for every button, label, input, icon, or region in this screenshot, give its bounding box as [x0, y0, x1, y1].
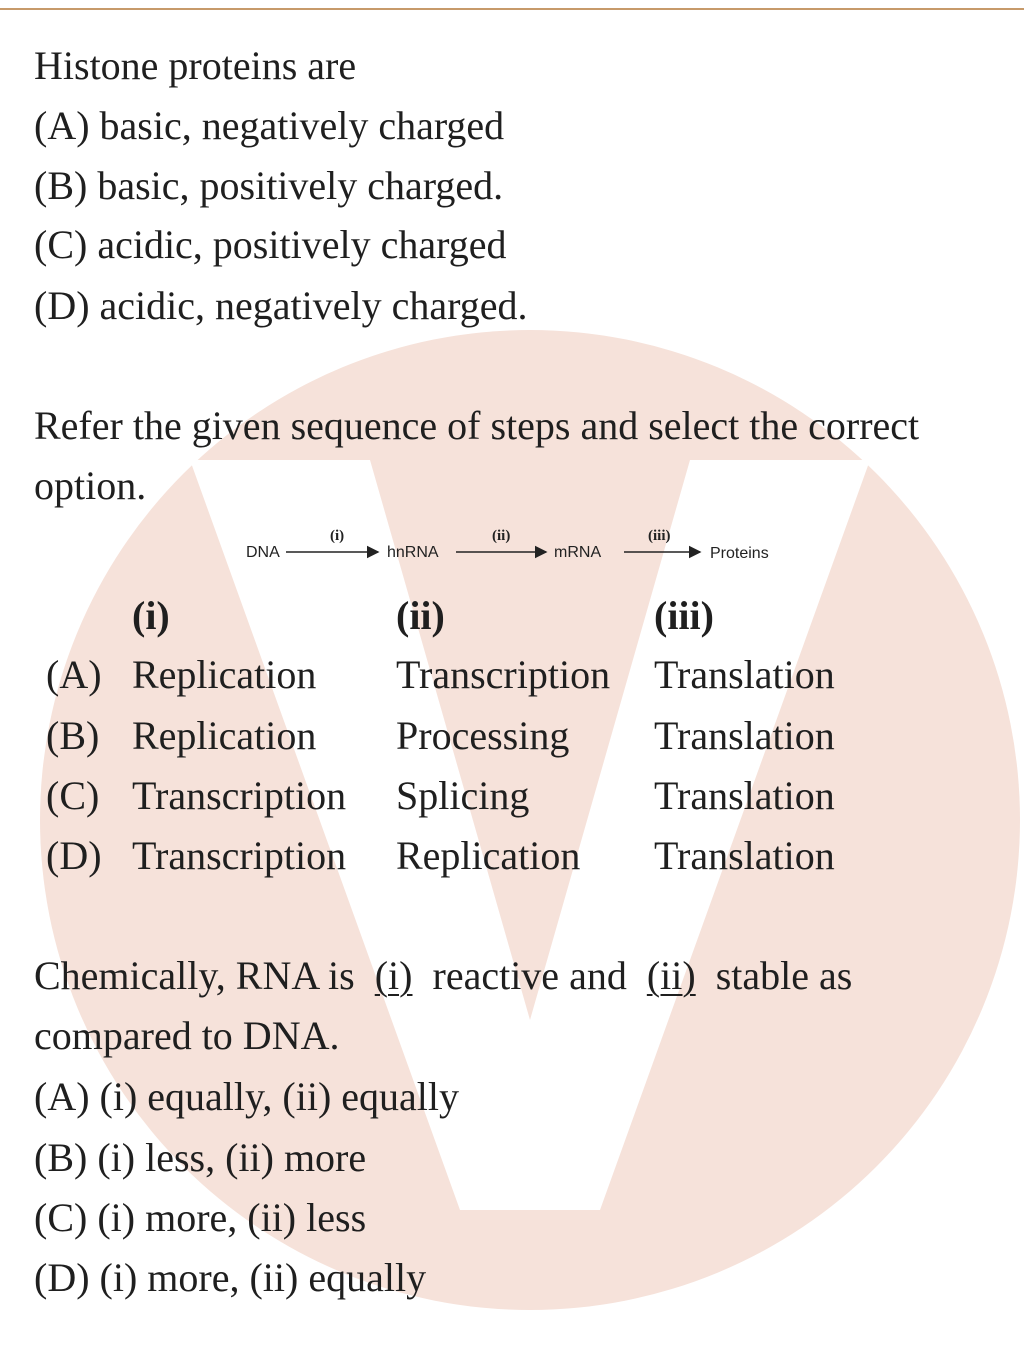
row-c-cell-iii: Translation	[654, 773, 835, 818]
row-b-label[interactable]: (B)	[46, 713, 100, 758]
row-b-cell-ii: Processing	[396, 713, 570, 758]
flow-step-2: (ii)	[492, 528, 511, 544]
q3-blank-ii: (ii)	[646, 953, 696, 998]
flow-diagram	[244, 520, 804, 570]
table-header-ii: (ii)	[396, 593, 445, 638]
flow-node-mrna: mRNA	[554, 544, 602, 561]
flow-step-3: (iii)	[648, 528, 671, 544]
row-d-label[interactable]: (D)	[46, 833, 102, 878]
flow-node-proteins: Proteins	[710, 545, 769, 562]
row-d-cell-i: Transcription	[132, 833, 347, 878]
q3-part1: Chemically, RNA is	[34, 953, 365, 998]
table-header-i: (i)	[132, 593, 170, 638]
flow-node-hnrna: hnRNA	[387, 544, 439, 561]
row-b-cell-iii: Translation	[654, 713, 835, 758]
row-b-cell-i: Replication	[132, 713, 317, 758]
q2-question-line2: option.	[34, 463, 147, 508]
q3-question-line2: compared to DNA.	[34, 1013, 340, 1058]
q1-option-a[interactable]: (A) basic, negatively charged	[34, 103, 505, 148]
row-a-cell-i: Replication	[132, 652, 317, 697]
row-c-cell-i: Transcription	[132, 773, 347, 818]
row-a-label[interactable]: (A)	[46, 652, 102, 697]
q3-option-d[interactable]: (D) (i) more, (ii) equally	[34, 1255, 427, 1300]
q3-option-b[interactable]: (B) (i) less, (ii) more	[34, 1135, 367, 1180]
q3-option-a[interactable]: (A) (i) equally, (ii) equally	[34, 1074, 460, 1119]
row-c-label[interactable]: (C)	[46, 773, 100, 818]
q3-question-line1	[34, 953, 853, 998]
flow-node-dna: DNA	[246, 544, 280, 561]
q1-option-c[interactable]: (C) acidic, positively charged	[34, 222, 507, 267]
row-a-cell-ii: Transcription	[396, 652, 611, 697]
top-rule	[0, 8, 1024, 10]
row-d-cell-ii: Replication	[396, 833, 581, 878]
q2-question-line1: Refer the given sequence of steps and select the correct	[34, 403, 920, 448]
q3-option-c[interactable]: (C) (i) more, (ii) less	[34, 1195, 367, 1240]
row-c-cell-ii: Splicing	[396, 773, 530, 818]
row-d-cell-iii: Translation	[654, 833, 835, 878]
q3-part2: reactive and	[422, 953, 637, 998]
q3-part3: stable as	[705, 953, 853, 998]
row-a-cell-iii: Translation	[654, 652, 835, 697]
table-header-iii: (iii)	[654, 593, 714, 638]
flow-step-1: (i)	[330, 528, 345, 544]
q1-option-b[interactable]: (B) basic, positively charged.	[34, 163, 504, 208]
q3-blank-i: (i)	[374, 953, 413, 998]
q1-option-d[interactable]: (D) acidic, negatively charged.	[34, 283, 528, 328]
q1-question: Histone proteins are	[34, 43, 357, 88]
